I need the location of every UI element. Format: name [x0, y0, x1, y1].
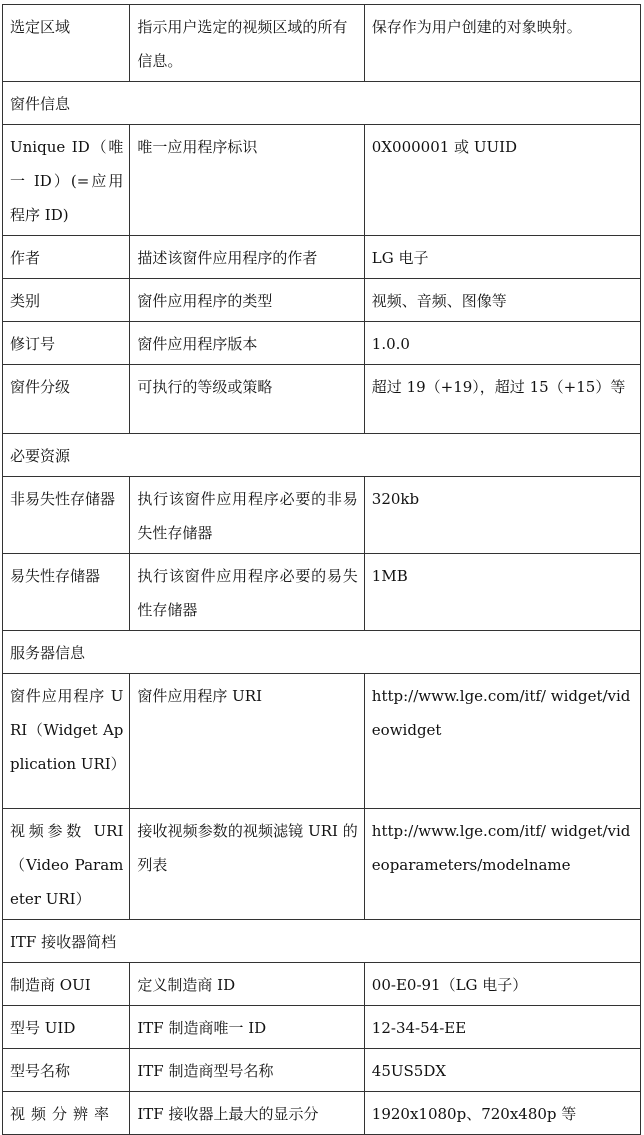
cell-value: 45US5DX: [364, 1049, 640, 1092]
cell-value: 1.0.0: [364, 322, 640, 365]
cell-name: 视频参数 URI（Video Parameter URI）: [3, 809, 130, 920]
cell-description: 指示用户选定的视频区域的所有信息。: [130, 5, 364, 82]
cell-name: Unique ID（唯一 ID）(=应用程序 ID): [3, 125, 130, 236]
cell-value: 1MB: [364, 554, 640, 631]
table-row-unique-id: [3, 125, 641, 236]
table-row-category: [3, 279, 641, 322]
cell-value: 00-E0-91（LG 电子）: [364, 963, 640, 1006]
cell-value: 320kb: [364, 477, 640, 554]
section-label: 窗件信息: [3, 82, 641, 125]
section-header-itf-receiver-profile: [3, 920, 641, 963]
cell-value-link: http://www.lge.com/itf/ widget/videoparameters/modelname: [364, 809, 640, 920]
cell-description: 窗件应用程序 URI: [130, 674, 364, 809]
cell-value: 超过 19（+19），超过 15（+15）等: [364, 365, 640, 434]
table-row-model-name: [3, 1049, 641, 1092]
cell-description: 执行该窗件应用程序必要的易失性存储器: [130, 554, 364, 631]
section-label: ITF 接收器简档: [3, 920, 641, 963]
cell-description: ITF 接收器上最大的显示分: [130, 1092, 364, 1135]
cell-name: 视频分辨率: [3, 1092, 130, 1135]
table-row-non-volatile-storage: [3, 477, 641, 554]
section-label: 必要资源: [3, 434, 641, 477]
table-row-widget-rating: [3, 365, 641, 434]
table-row-manufacturer-oui: [3, 963, 641, 1006]
table-row-model-uid: [3, 1006, 641, 1049]
table-row-revision: [3, 322, 641, 365]
cell-value-link: http://www.lge.com/itf/ widget/videowidget: [364, 674, 640, 809]
cell-description: 描述该窗件应用程序的作者: [130, 236, 364, 279]
cell-description: 可执行的等级或策略: [130, 365, 364, 434]
table-row-author: [3, 236, 641, 279]
cell-name: 制造商 OUI: [3, 963, 130, 1006]
table-row-widget-application-uri: [3, 674, 641, 809]
widget-spec-table: [2, 4, 641, 1135]
cell-name: 窗件应用程序 URI（Widget Application URI）: [3, 674, 130, 809]
cell-value: 1920x1080p、720x480p 等: [364, 1092, 640, 1135]
cell-name: 作者: [3, 236, 130, 279]
cell-name: 窗件分级: [3, 365, 130, 434]
table-row-video-resolution: [3, 1092, 641, 1135]
cell-value: LG 电子: [364, 236, 640, 279]
section-header-server-info: [3, 631, 641, 674]
cell-value: 保存作为用户创建的对象映射。: [364, 5, 640, 82]
cell-description: 接收视频参数的视频滤镜 URI 的列表: [130, 809, 364, 920]
cell-description: 唯一应用程序标识: [130, 125, 364, 236]
cell-value: 12-34-54-EE: [364, 1006, 640, 1049]
cell-name: 非易失性存储器: [3, 477, 130, 554]
cell-description: 窗件应用程序版本: [130, 322, 364, 365]
cell-value: 0X000001 或 UUID: [364, 125, 640, 236]
cell-description: ITF 制造商唯一 ID: [130, 1006, 364, 1049]
cell-name: 类别: [3, 279, 130, 322]
cell-description: 窗件应用程序的类型: [130, 279, 364, 322]
table-row-selected-region: [3, 5, 641, 82]
section-header-widget-info: [3, 82, 641, 125]
cell-description: 定义制造商 ID: [130, 963, 364, 1006]
cell-name: 型号 UID: [3, 1006, 130, 1049]
section-label: 服务器信息: [3, 631, 641, 674]
table-row-volatile-storage: [3, 554, 641, 631]
cell-description: 执行该窗件应用程序必要的非易失性存储器: [130, 477, 364, 554]
cell-name: 型号名称: [3, 1049, 130, 1092]
cell-name: 修订号: [3, 322, 130, 365]
table-row-video-parameter-uri: [3, 809, 641, 920]
cell-description: ITF 制造商型号名称: [130, 1049, 364, 1092]
section-header-required-resources: [3, 434, 641, 477]
cell-name: 选定区域: [3, 5, 130, 82]
cell-value: 视频、音频、图像等: [364, 279, 640, 322]
cell-name: 易失性存储器: [3, 554, 130, 631]
